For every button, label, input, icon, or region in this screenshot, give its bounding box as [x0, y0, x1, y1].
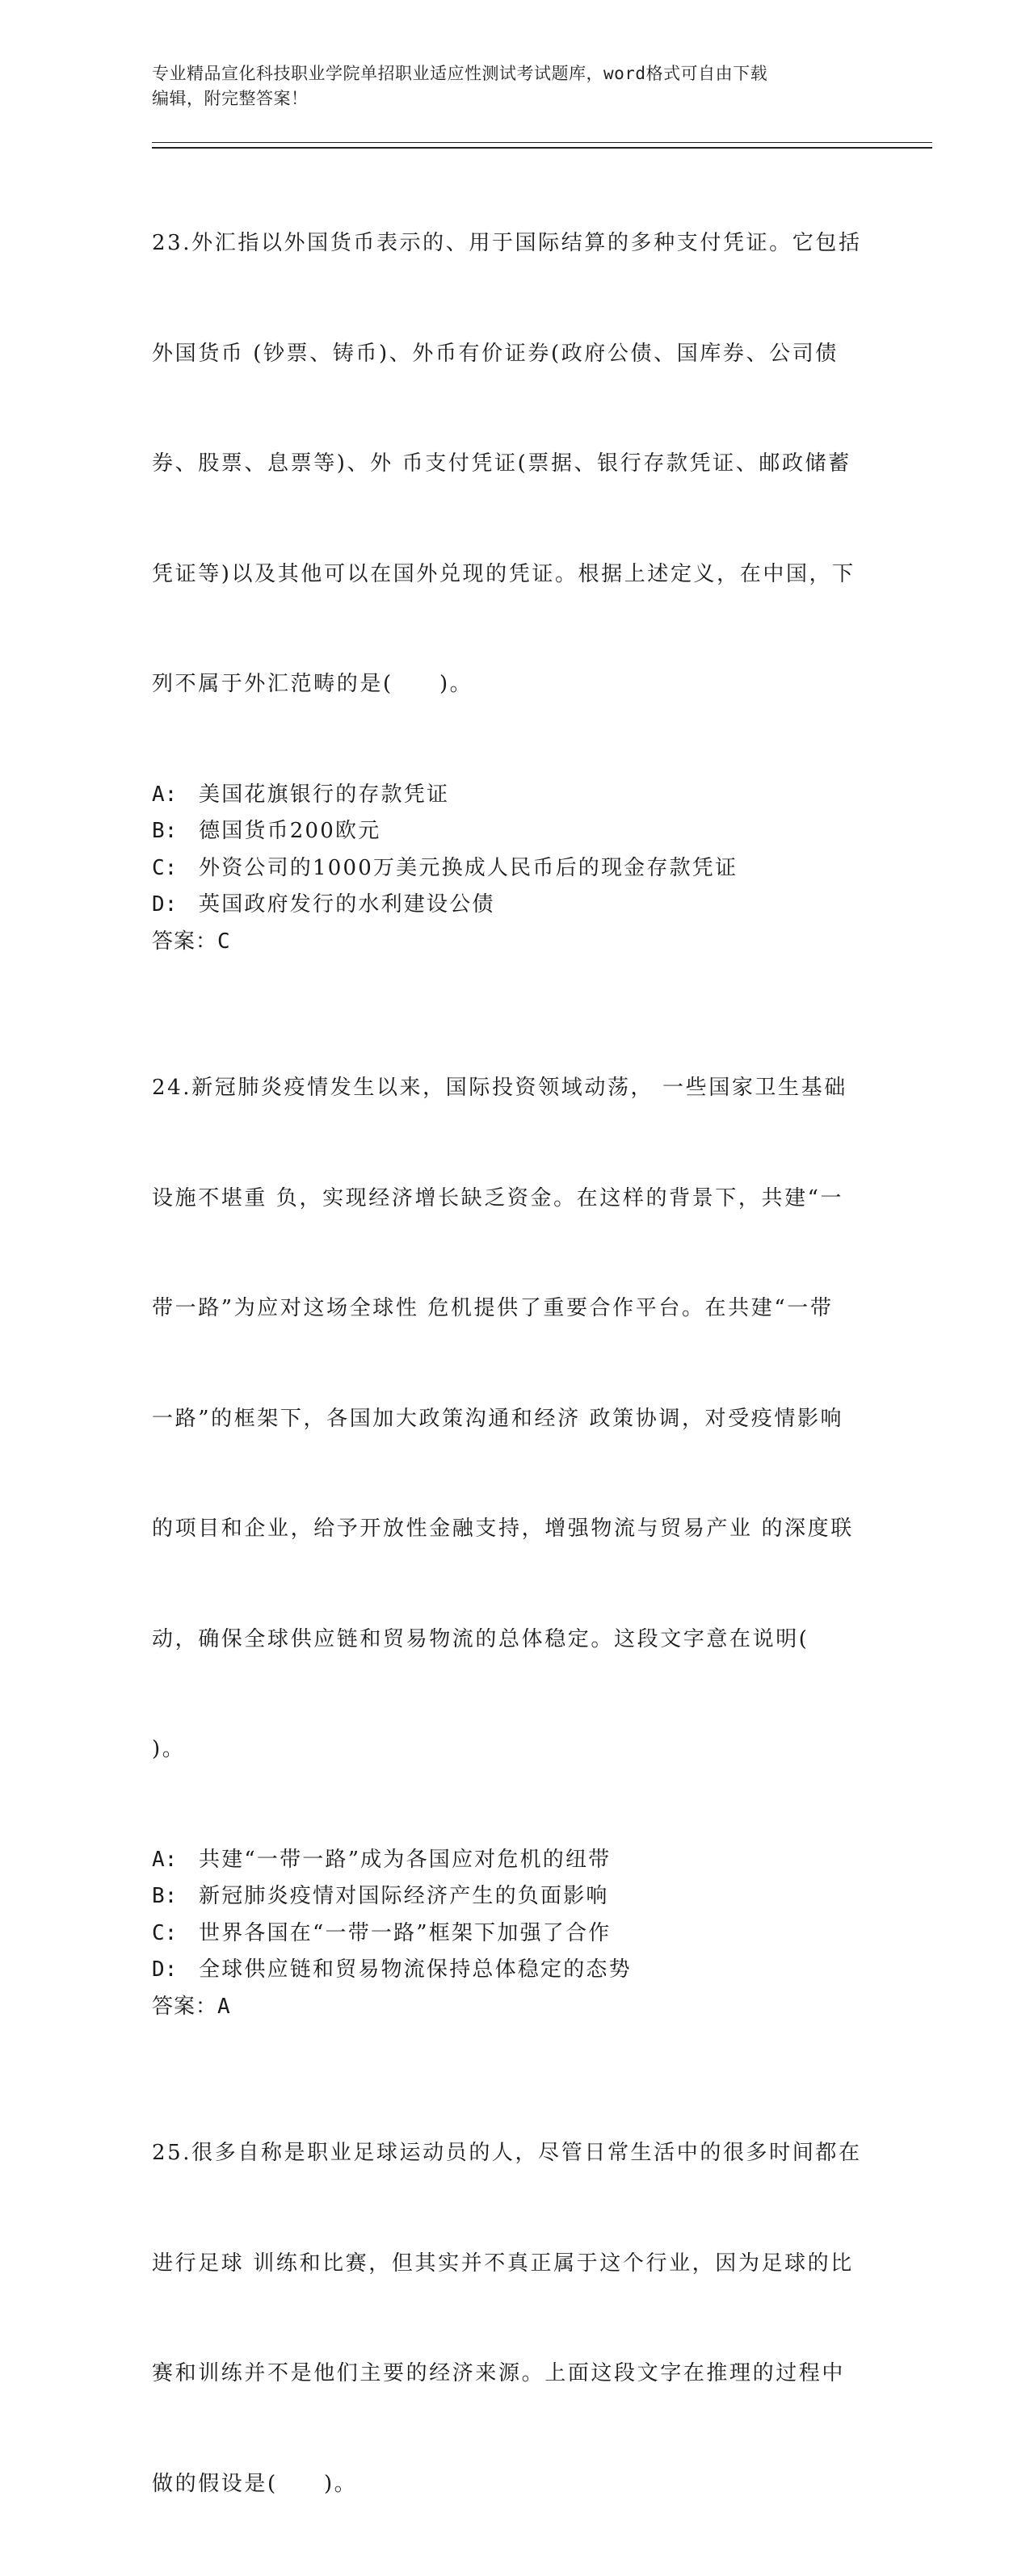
option-letter: D: — [152, 1957, 178, 1982]
stem-line: 设施不堪重 负，实现经济增长缺乏资金。在这样的背景下，共建“一 — [152, 1185, 844, 1210]
stem-line: 列不属于外汇范畴的是( )。 — [152, 672, 473, 696]
option-letter: B: — [152, 819, 178, 843]
option-d — [152, 1952, 871, 1989]
stem-line: 23.外汇指以外国货币表示的、用于国际结算的多种支付凭证。它包括 — [152, 231, 862, 255]
option-a — [152, 777, 871, 814]
option-letter: C: — [152, 855, 178, 880]
option-letter: A: — [152, 1847, 178, 1872]
option-c — [152, 850, 871, 887]
header-line-2: 编辑，附完整答案！ — [152, 89, 309, 108]
stem-line: 动，确保全球供应链和贸易物流的总体稳定。这段文字意在说明( — [152, 1626, 809, 1651]
spacer — [152, 960, 871, 996]
option-b — [152, 813, 871, 850]
option-text: 共建“一带一路”成为各国应对危机的纽带 — [199, 1847, 612, 1872]
stem-line: 做的假设是( )。 — [152, 2471, 358, 2496]
header-divider-thin — [152, 142, 932, 143]
option-letter: D: — [152, 892, 178, 917]
stem-line: 24.新冠肺炎疫情发生以来，国际投资领域动荡， 一些国家卫生基础 — [152, 1076, 847, 1100]
question-25-stem — [152, 2062, 871, 2576]
option-letter: B: — [152, 1884, 178, 1908]
question-23 — [152, 152, 871, 960]
option-text: 美国花旗银行的存款凭证 — [199, 782, 450, 807]
header-line-1: 专业精品宣化科技职业学院单招职业适应性测试考试题库，word格式可自由下载 — [152, 64, 768, 83]
stem-line: 的项目和企业，给予开放性金融支持，增强物流与贸易产业 的深度联 — [152, 1517, 854, 1541]
stem-line: 券、股票、息票等)、外 币支付凭证(票据、银行存款凭证、邮政储蓄 — [152, 451, 851, 476]
question-23-stem — [152, 152, 871, 777]
answer-line: 答案：A — [152, 1994, 231, 2019]
option-text: 德国货币200欧元 — [199, 819, 381, 843]
option-a — [152, 1842, 871, 1879]
option-text: 外资公司的1000万美元换成人民币后的现金存款凭证 — [199, 855, 738, 880]
option-text: 全球供应链和贸易物流保持总体稳定的态势 — [199, 1957, 632, 1982]
question-list — [152, 152, 871, 2576]
stem-line: )。 — [152, 1737, 186, 1761]
stem-line: 带一路”为应对这场全球性 危机提供了重要合作平台。在共建“一带 — [152, 1296, 834, 1320]
option-text: 英国政府发行的水利建设公债 — [199, 892, 495, 917]
option-letter: C: — [152, 1920, 178, 1945]
stem-line: 凭证等)以及其他可以在国外兑现的凭证。根据上述定义，在中国，下 — [152, 561, 856, 586]
question-24 — [152, 996, 871, 2025]
stem-line: 赛和训练并不是他们主要的经济来源。上面这段文字在推理的过程中 — [152, 2361, 846, 2385]
option-text: 世界各国在“一带一路”框架下加强了合作 — [199, 1920, 612, 1945]
option-d — [152, 887, 871, 924]
stem-line: 外国货币 (钞票、铸币)、外币有价证券(政府公债、国库券、公司债 — [152, 341, 839, 366]
stem-line: 25.很多自称是职业足球运动员的人，尽管日常生活中的很多时间都在 — [152, 2141, 862, 2165]
stem-line: 一路”的框架下，各国加大政策沟通和经济 政策协调，对受疫情影响 — [152, 1406, 844, 1431]
question-25 — [152, 2062, 871, 2576]
stem-line: 进行足球 训练和比赛，但其实并不真正属于这个行业，因为足球的比 — [152, 2251, 854, 2276]
option-c — [152, 1915, 871, 1953]
header-divider-thick — [152, 147, 932, 149]
spacer — [152, 2025, 871, 2062]
document-header — [152, 61, 863, 111]
option-text: 新冠肺炎疫情对国际经济产生的负面影响 — [199, 1884, 609, 1908]
option-letter: A: — [152, 782, 178, 807]
question-24-stem — [152, 996, 871, 1842]
option-b — [152, 1878, 871, 1915]
answer-line: 答案：C — [152, 929, 231, 954]
